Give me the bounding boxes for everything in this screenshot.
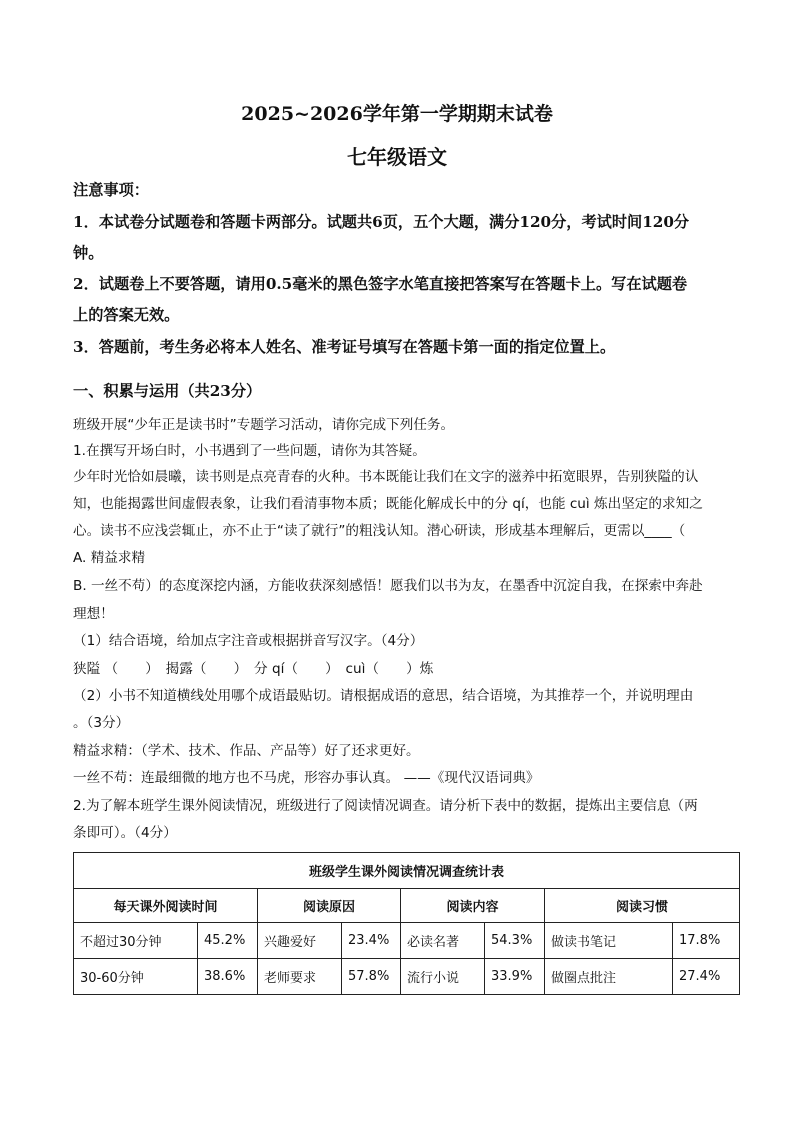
table-cell: 做读书笔记 [545,923,673,959]
header-reading-reason: 阅读原因 [258,889,401,923]
table-cell: 兴趣爱好 [258,923,342,959]
passage-line-3: 心。读书不应浅尝辄止，亦不止于“读了就行”的粗浅认知。潜心研读，形成基本理解后，更需以____（ [73,523,686,539]
survey-table [73,852,740,995]
header-reading-content: 阅读内容 [401,889,545,923]
passage-end: 理想！ [73,606,114,622]
table-row [74,959,740,995]
table-cell: 不超过30分钟 [74,923,198,959]
table-cell: 57.8% [342,959,401,995]
passage-line-2: 知，也能揭露世间虚假表象，让我们看清事物本质；既能化解成长中的分 qí，也能 cuì 炼出坚定的求知之 [73,496,703,512]
table-cell: 23.4% [342,923,401,959]
table-cell: 54.3% [485,923,545,959]
header-reading-habit: 阅读习惯 [545,889,740,923]
table-cell: 38.6% [198,959,258,995]
option-a: A. 精益求精 [73,550,146,566]
passage-line-1: 少年时光恰如晨曦，读书则是点亮青春的火种。书本既能让我们在文字的滋养中拓宽眼界，告别狭隘的认 [73,469,699,485]
exam-subtitle: 七年级语文 [347,145,447,169]
sub-question-2-cont: 。（3分） [73,715,130,731]
table-cell: 30-60分钟 [74,959,198,995]
notice-item-3: 3．答题前，考生务必将本人姓名、准考证号填写在答题卡第一面的指定位置上。 [73,338,616,356]
table-cell: 流行小说 [401,959,485,995]
table-cell: 17.8% [673,923,740,959]
notice-item-1: 1．本试卷分试题卷和答题卡两部分。试题共6页，五个大题，满分120分，考试时间120分 [73,213,690,231]
option-b-line: B. 一丝不苟）的态度深挖内涵，方能收获深刻感悟！愿我们以书为友，在墨香中沉淀自我，在探索中奔赴 [73,578,703,594]
table-cell: 45.2% [198,923,258,959]
table-cell: 做圈点批注 [545,959,673,995]
definition-1: 精益求精：（学术、技术、作品、产品等）好了还求更好。 [73,743,420,759]
exam-title: 2025~2026学年第一学期期末试卷 [241,103,553,125]
table-caption: 班级学生课外阅读情况调查统计表 [74,853,740,889]
sub-question-1-blanks: 狭隘 （ ） 揭露（ ） 分 qí（ ） cuì（ ）炼 [73,661,434,677]
notice-item-1-cont: 钟。 [73,244,104,262]
question-2-stem-cont: 条即可）。（4分） [73,825,177,841]
sub-question-2: （2）小书不知道横线处用哪个成语最贴切。请根据成语的意思，结合语境，为其推荐一个，并说明理由 [73,688,694,704]
notice-item-2-cont: 上的答案无效。 [73,306,180,324]
definition-2: 一丝不苟：连最细微的地方也不马虎，形容办事认真。 ——《现代汉语词典》 [73,770,540,786]
sub-question-1: （1）结合语境，给加点字注音或根据拼音写汉字。（4分） [73,633,424,649]
table-cell: 33.9% [485,959,545,995]
table-row [74,923,740,959]
notice-item-2: 2．试题卷上不要答题，请用0.5毫米的黑色签字水笔直接把答案写在答题卡上。写在试题卷 [73,275,688,293]
question-2-stem: 2.为了解本班学生课外阅读情况，班级进行了阅读情况调查。请分析下表中的数据，提炼出主要信息（两 [73,798,698,814]
table-cell: 老师要求 [258,959,342,995]
section-intro: 班级开展“少年正是读书时”专题学习活动，请你完成下列任务。 [73,417,455,433]
question-1-stem: 1.在撰写开场白时，小书遇到了一些问题，请你为其答疑。 [73,443,426,459]
notice-heading: 注意事项： [73,181,149,199]
table-cell: 必读名著 [401,923,485,959]
header-reading-time: 每天课外阅读时间 [74,889,258,923]
section-heading: 一、积累与运用（共23分） [73,382,262,400]
table-cell: 27.4% [673,959,740,995]
